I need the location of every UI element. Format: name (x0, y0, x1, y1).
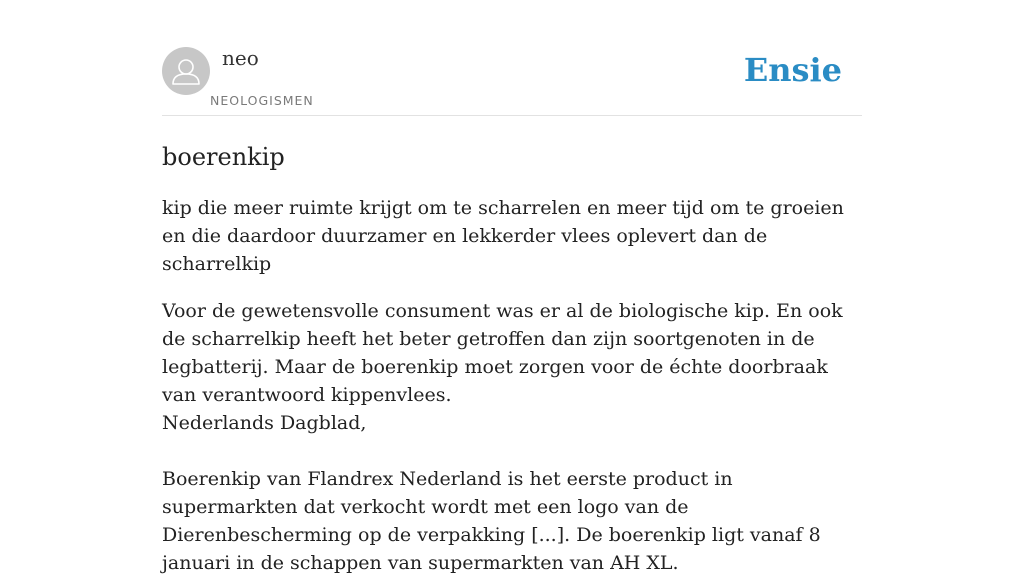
page-header (162, 0, 862, 116)
user-silhouette-icon (162, 47, 210, 95)
quote-spacer (162, 437, 862, 465)
site-logo[interactable]: Ensie (743, 51, 842, 89)
quote-text: Voor de gewetensvolle consument was er al de biologische kip. En ook de scharrelkip heeft het beter getroffen dan zijn soortgenoten in de legbatterij. Maar de boerenkip moet zorgen voor de échte doorbraak van verantwoord kippenvlees. (162, 300, 843, 406)
entry-quotes (162, 297, 862, 577)
username[interactable]: neo (222, 46, 259, 70)
avatar[interactable] (162, 47, 210, 95)
quote-source: Nederlands Dagblad, (162, 412, 367, 434)
entry-term: boerenkip (162, 143, 285, 171)
category-link[interactable]: NEOLOGISMEN (210, 93, 314, 108)
content-container (162, 0, 862, 577)
quote-text-2: Boerenkip van Flandrex Nederland is het eerste product in supermarkten dat verkocht wordt met een logo van de Dierenbescherming op de verpakking [...]. De boerenkip ligt vanaf 8 januari in de schappen van supermarkten van AH XL. (162, 468, 821, 574)
entry-definition: kip die meer ruimte krijgt om te scharrelen en meer tijd om te groeien en die daardoor duurzamer en lekkerder vlees oplevert dan de scharrelkip (162, 197, 844, 275)
